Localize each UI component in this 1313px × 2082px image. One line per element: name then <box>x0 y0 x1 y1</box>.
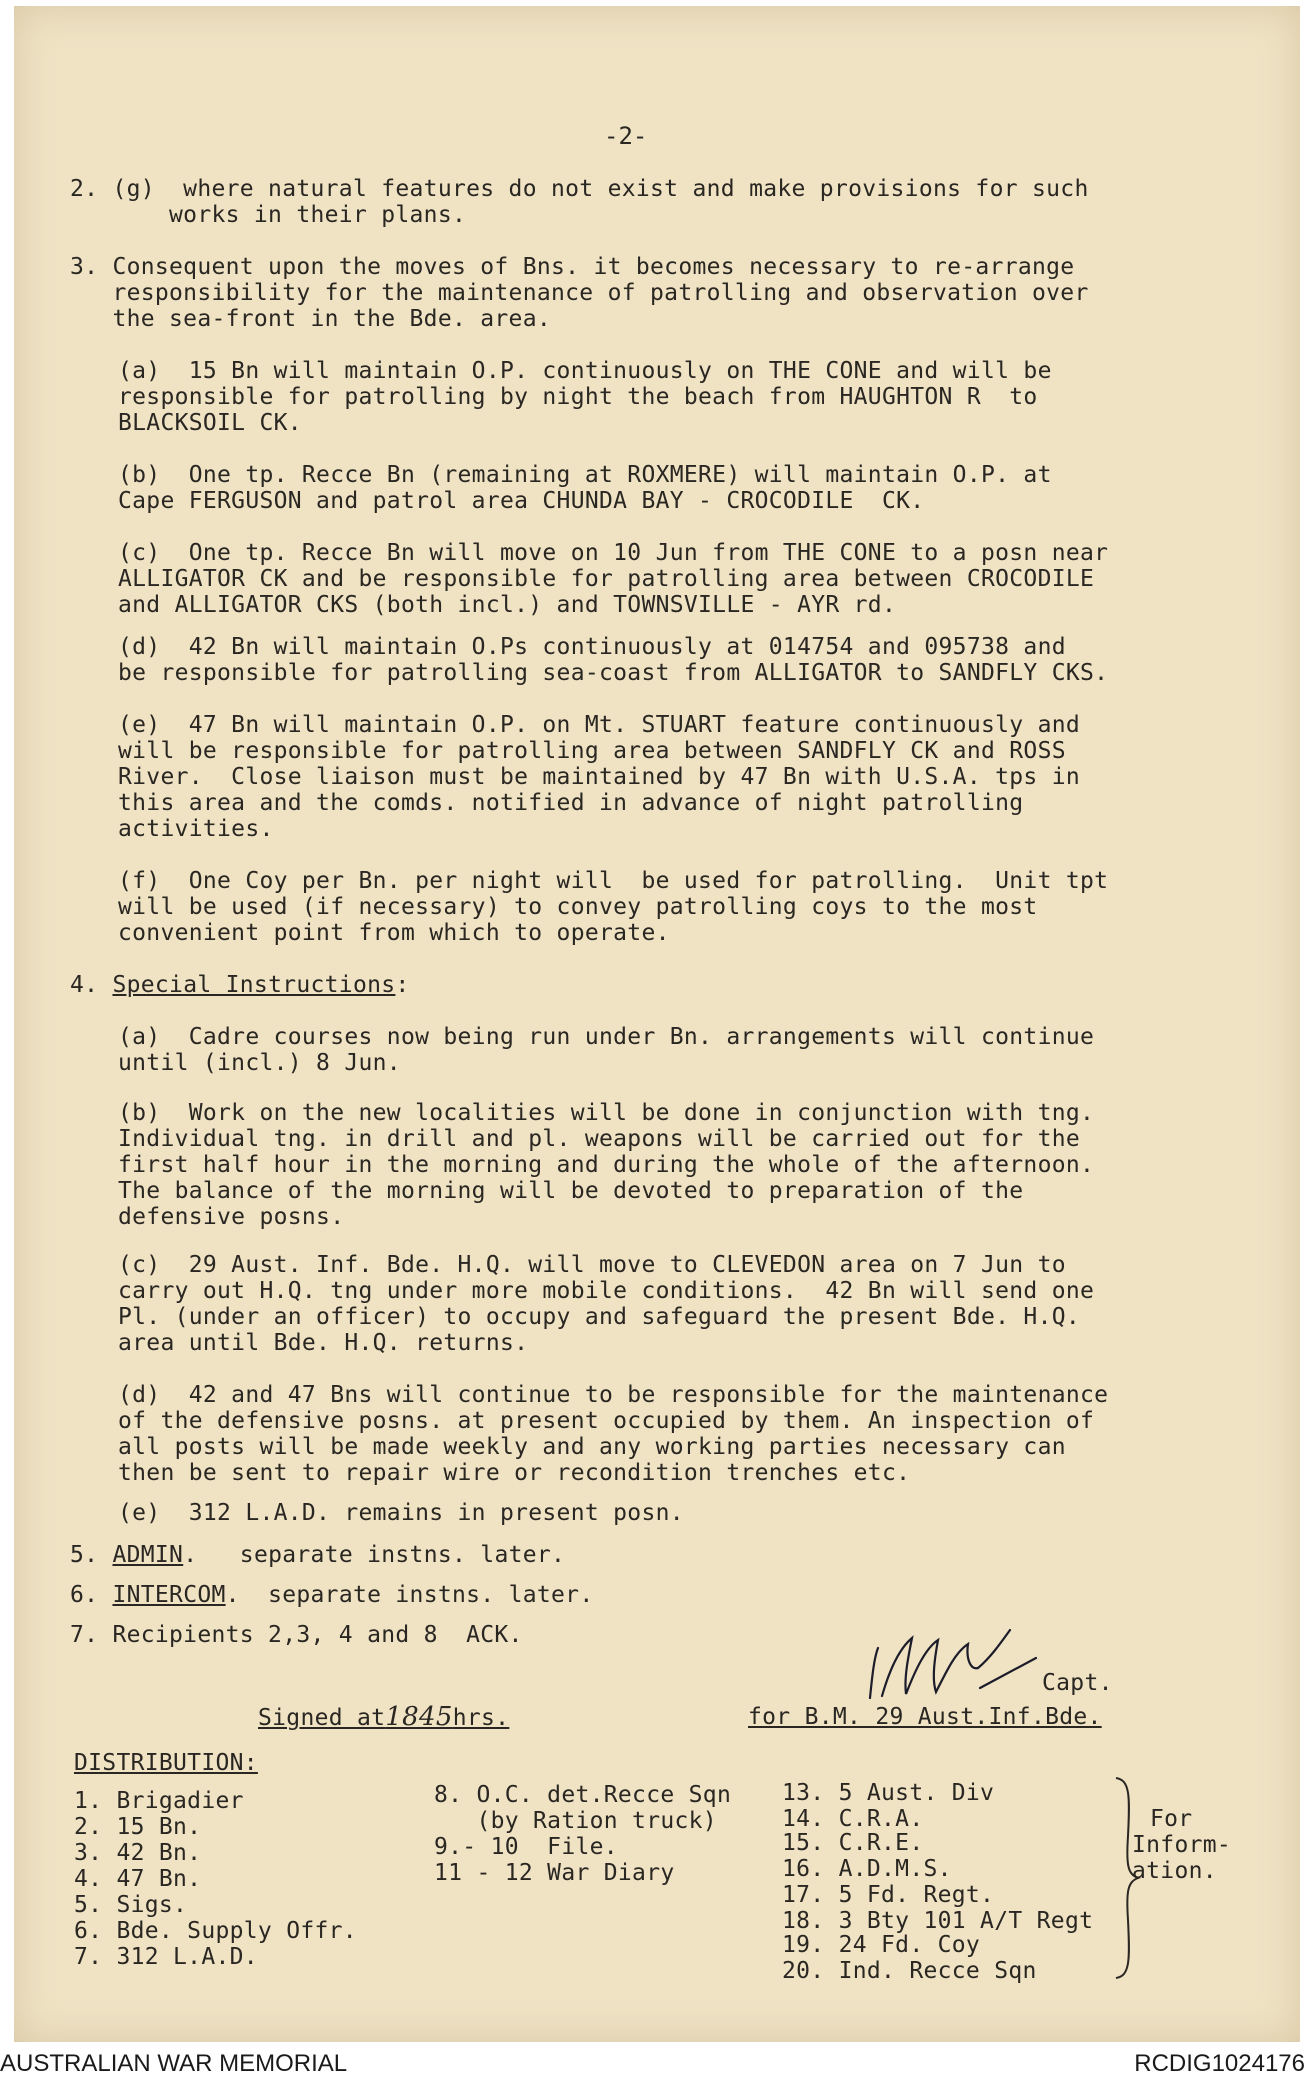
dist-item: 2. 15 Bn. <box>74 1814 202 1840</box>
dist-item: 20. Ind. Recce Sqn <box>782 1958 1037 1984</box>
document-page <box>14 6 1300 2042</box>
para4a-2: until (incl.) 8 Jun. <box>118 1050 401 1076</box>
signature-rank: Capt. <box>1042 1670 1113 1696</box>
signed-time: 1845 <box>385 1702 453 1732</box>
para4c-4: area until Bde. H.Q. returns. <box>118 1330 529 1356</box>
para4e: (e) 312 L.A.D. remains in present posn. <box>118 1500 684 1526</box>
para3-intro-1: 3. Consequent upon the moves of Bns. it becomes necessary to re-arrange <box>70 254 1075 280</box>
para3e-5: activities. <box>118 816 274 842</box>
para3b-2: Cape FERGUSON and patrol area CHUNDA BAY - CROCODILE CK. <box>118 488 925 514</box>
para4b-4: The balance of the morning will be devoted to preparation of the <box>118 1178 1024 1204</box>
para6-text: . separate instns. later. <box>225 1582 594 1608</box>
para3e-2: will be responsible for patrolling area between SANDFLY CK and ROSS <box>118 738 1066 764</box>
para3c-3: and ALLIGATOR CKS (both incl.) and TOWNSVILLE - AYR rd. <box>118 592 897 618</box>
dist-item: 15. C.R.E. <box>782 1830 924 1856</box>
para4d-1: (d) 42 and 47 Bns will continue to be responsible for the maintenance <box>118 1382 1109 1408</box>
dist-item: 17. 5 Fd. Regt. <box>782 1882 995 1908</box>
handwritten-signature-icon <box>860 1618 1040 1708</box>
dist-item: 13. 5 Aust. Div <box>782 1780 995 1806</box>
para4b-2: Individual tng. in drill and pl. weapons will be carried out for the <box>118 1126 1081 1152</box>
para7: 7. Recipients 2,3, 4 and 8 ACK. <box>70 1622 523 1648</box>
dist-item: 1. Brigadier <box>74 1788 244 1814</box>
para4-heading: Special Instructions <box>112 972 396 998</box>
para5 <box>70 1542 565 1568</box>
para4c-1: (c) 29 Aust. Inf. Bde. H.Q. will move to CLEVEDON area on 7 Jun to <box>118 1252 1066 1278</box>
page-number: -2- <box>604 122 648 150</box>
dist-item: 11 - 12 War Diary <box>434 1860 675 1886</box>
dist-item: 7. 312 L.A.D. <box>74 1944 258 1970</box>
para6 <box>70 1582 593 1608</box>
dist-item: 14. C.R.A. <box>782 1806 924 1832</box>
dist-item: 18. 3 Bty 101 A/T Regt <box>782 1908 1094 1934</box>
dist-item: 3. 42 Bn. <box>74 1840 202 1866</box>
dist-item: (by Ration truck) <box>434 1808 717 1834</box>
para3e-4: this area and the comds. notified in advance of night patrolling <box>118 790 1024 816</box>
para4b-3: first half hour in the morning and during the whole of the afternoon. <box>118 1152 1095 1178</box>
para3e-1: (e) 47 Bn will maintain O.P. on Mt. STUART feature continuously and <box>118 712 1081 738</box>
dist-item: 6. Bde. Supply Offr. <box>74 1918 357 1944</box>
para4d-2: of the defensive posns. at present occupied by them. An inspection of <box>118 1408 1095 1434</box>
para6-label: INTERCOM <box>112 1582 226 1608</box>
para3c-2: ALLIGATOR CK and be responsible for patrolling area between CROCODILE <box>118 566 1095 592</box>
para3-intro-3: the sea-front in the Bde. area. <box>70 306 552 332</box>
para2-line1: 2. (g) where natural features do not exist and make provisions for such <box>70 176 1089 202</box>
para4-num: 4. <box>70 972 99 998</box>
footer-left: AUSTRALIAN WAR MEMORIAL <box>0 2050 348 2077</box>
para3f-1: (f) One Coy per Bn. per night will be used for patrolling. Unit tpt <box>118 868 1109 894</box>
para4c-3: Pl. (under an officer) to occupy and safeguard the present Bde. H.Q. <box>118 1304 1081 1330</box>
dist-item: 8. O.C. det.Recce Sqn <box>434 1782 732 1808</box>
dist-item: 9.- 10 File. <box>434 1834 618 1860</box>
para5-text: . separate instns. later. <box>183 1542 566 1568</box>
signed-at-line <box>258 1704 509 1731</box>
para3a-3: BLACKSOIL CK. <box>118 410 302 436</box>
para3f-3: convenient point from which to operate. <box>118 920 670 946</box>
info-note-2: Inform- <box>1132 1832 1232 1858</box>
para3e-3: River. Close liaison must be maintained by 47 Bn with U.S.A. tps in <box>118 764 1081 790</box>
para3d-2: be responsible for patrolling sea-coast from ALLIGATOR to SANDFLY CKS. <box>118 660 1109 686</box>
para4c-2: carry out H.Q. tng under more mobile conditions. 42 Bn will send one <box>118 1278 1095 1304</box>
dist-item: 4. 47 Bn. <box>74 1866 202 1892</box>
para5-num: 5. <box>70 1542 99 1568</box>
para3c-1: (c) One tp. Recce Bn will move on 10 Jun from THE CONE to a posn near <box>118 540 1109 566</box>
para3a-1: (a) 15 Bn will maintain O.P. continuously on THE CONE and will be <box>118 358 1052 384</box>
para6-num: 6. <box>70 1582 99 1608</box>
para3a-2: responsible for patrolling by night the beach from HAUGHTON R to <box>118 384 1038 410</box>
para3f-2: will be used (if necessary) to convey patrolling coys to the most <box>118 894 1038 920</box>
para4b-1: (b) Work on the new localities will be done in conjunction with tng. <box>118 1100 1095 1126</box>
footer-right: RCDIG1024176 <box>1134 2050 1305 2077</box>
info-note-3: ation. <box>1132 1858 1217 1884</box>
para5-label: ADMIN <box>112 1542 184 1568</box>
signed-prefix: Signed at <box>258 1705 386 1731</box>
para2-line2: works in their plans. <box>70 202 467 228</box>
para4-heading-line <box>70 972 410 998</box>
para3-intro-2: responsibility for the maintenance of patrolling and observation over <box>70 280 1089 306</box>
para4-colon: : <box>395 972 410 998</box>
para3d-1: (d) 42 Bn will maintain O.Ps continuously at 014754 and 095738 and <box>118 634 1066 660</box>
for-bm-line: for B.M. 29 Aust.Inf.Bde. <box>748 1704 1102 1730</box>
para3b-1: (b) One tp. Recce Bn (remaining at ROXMERE) will maintain O.P. at <box>118 462 1052 488</box>
para4a-1: (a) Cadre courses now being run under Bn. arrangements will continue <box>118 1024 1095 1050</box>
info-note-1: For <box>1150 1806 1193 1832</box>
para4d-3: all posts will be made weekly and any working parties necessary can <box>118 1434 1066 1460</box>
signed-suffix: hrs. <box>452 1705 510 1731</box>
para4b-5: defensive posns. <box>118 1204 345 1230</box>
para4d-4: then be sent to repair wire or recondition trenches etc. <box>118 1460 911 1486</box>
dist-item: 19. 24 Fd. Coy <box>782 1932 981 1958</box>
distribution-heading: DISTRIBUTION: <box>74 1750 258 1776</box>
dist-item: 16. A.D.M.S. <box>782 1856 952 1882</box>
dist-item: 5. Sigs. <box>74 1892 188 1918</box>
